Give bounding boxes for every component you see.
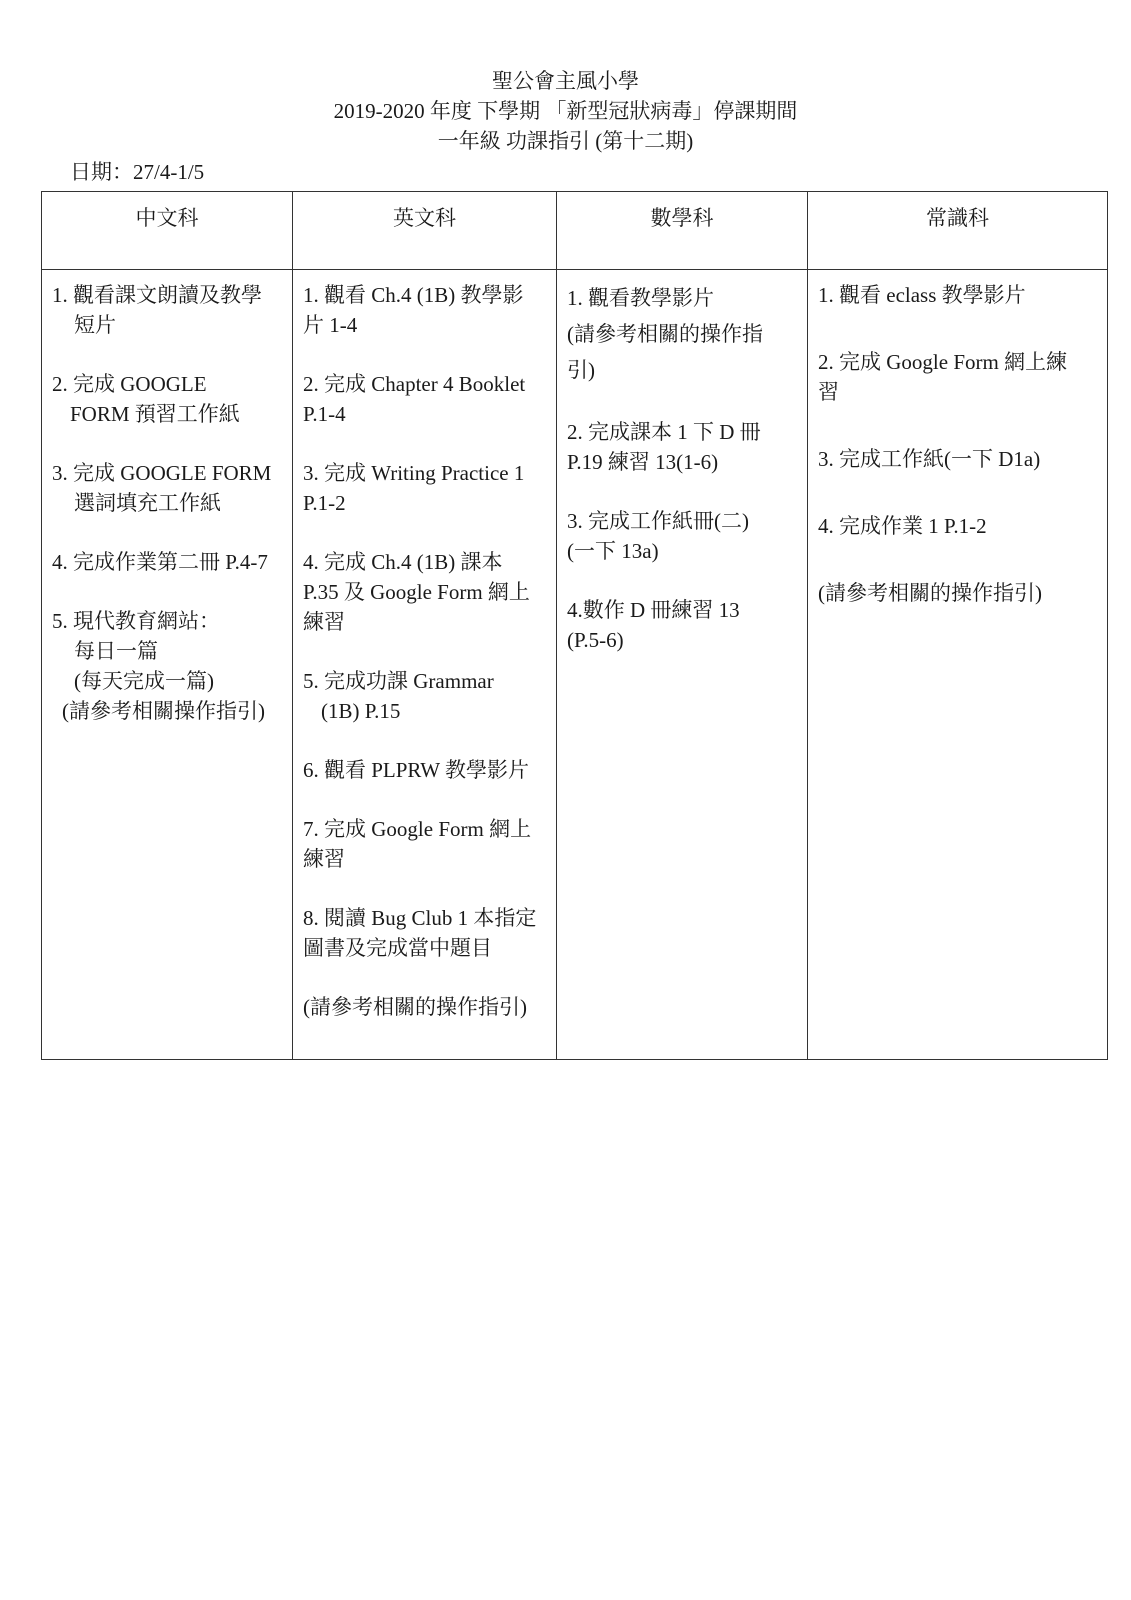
date-range: 日期：27/4-1/5 (70, 160, 205, 184)
table-header-row (42, 192, 1108, 270)
english-tasks-cell (293, 270, 557, 1060)
list-item: 2. 完成課本 1 下 D 冊 P.19 練習 13(1-6) (567, 420, 761, 474)
list-item: 3. 完成工作紙(一下 D1a) (818, 447, 1041, 471)
reference-note: (請參考相關的操作指引) (303, 995, 527, 1019)
general-studies-tasks-cell (808, 270, 1108, 1060)
list-item: 4.數作 D 冊練習 13 (P.5-6) (567, 598, 740, 652)
table-row (42, 270, 1108, 1060)
reference-note: (請參考相關的操作指引) (818, 581, 1042, 605)
math-tasks-cell (557, 270, 808, 1060)
homework-table (41, 191, 1108, 1060)
list-item: 7. 完成 Google Form 網上 練習 (303, 817, 532, 871)
list-item: 1. 觀看 Ch.4 (1B) 教學影 片 1-4 (303, 283, 524, 337)
column-header-english: 英文科 (293, 192, 557, 270)
list-item: 1. 觀看教學影片 (請參考相關的操作指 引) (567, 286, 763, 382)
list-item: 5. 完成功課 Grammar (1B) P.15 (303, 669, 494, 723)
list-item: 8. 閱讀 Bug Club 1 本指定 圖書及完成當中題目 (303, 906, 537, 960)
list-item: 4. 完成作業第二冊 P.4-7 (52, 550, 268, 574)
school-name: 聖公會主風小學 (492, 69, 639, 93)
list-item: 1. 觀看課文朗讀及教學 短片 (52, 283, 262, 337)
list-item: 3. 完成工作紙冊(二) (一下 13a) (567, 509, 749, 563)
list-item: 1. 觀看 eclass 教學影片 (818, 283, 1026, 307)
list-item: 6. 觀看 PLPRW 教學影片 (303, 758, 529, 782)
list-item: 4. 完成作業 1 P.1-2 (818, 514, 987, 538)
list-item: 2. 完成 GOOGLE FORM 預習工作紙 (52, 372, 240, 426)
list-item: 3. 完成 GOOGLE FORM 選詞填充工作紙 (52, 461, 272, 515)
list-item: 2. 完成 Google Form 網上練 習 (818, 350, 1068, 404)
column-header-general-studies: 常識科 (808, 192, 1108, 270)
column-header-math: 數學科 (557, 192, 808, 270)
list-item: 3. 完成 Writing Practice 1 P.1-2 (303, 461, 525, 515)
term-title: 2019-2020 年度 下學期 「新型冠狀病毒」停課期間 (333, 99, 798, 123)
document-header (0, 66, 1131, 156)
chinese-tasks-cell (42, 270, 293, 1060)
list-item: 2. 完成 Chapter 4 Booklet P.1-4 (303, 372, 526, 426)
list-item: 4. 完成 Ch.4 (1B) 課本 P.35 及 Google Form 網上 練習 (303, 550, 530, 634)
list-item: 5. 現代教育網站： 每日一篇 (每天完成一篇) (請參考相關操作指引) (52, 609, 265, 723)
grade-title: 一年級 功課指引 (第十二期) (437, 129, 694, 153)
column-header-chinese: 中文科 (42, 192, 293, 270)
